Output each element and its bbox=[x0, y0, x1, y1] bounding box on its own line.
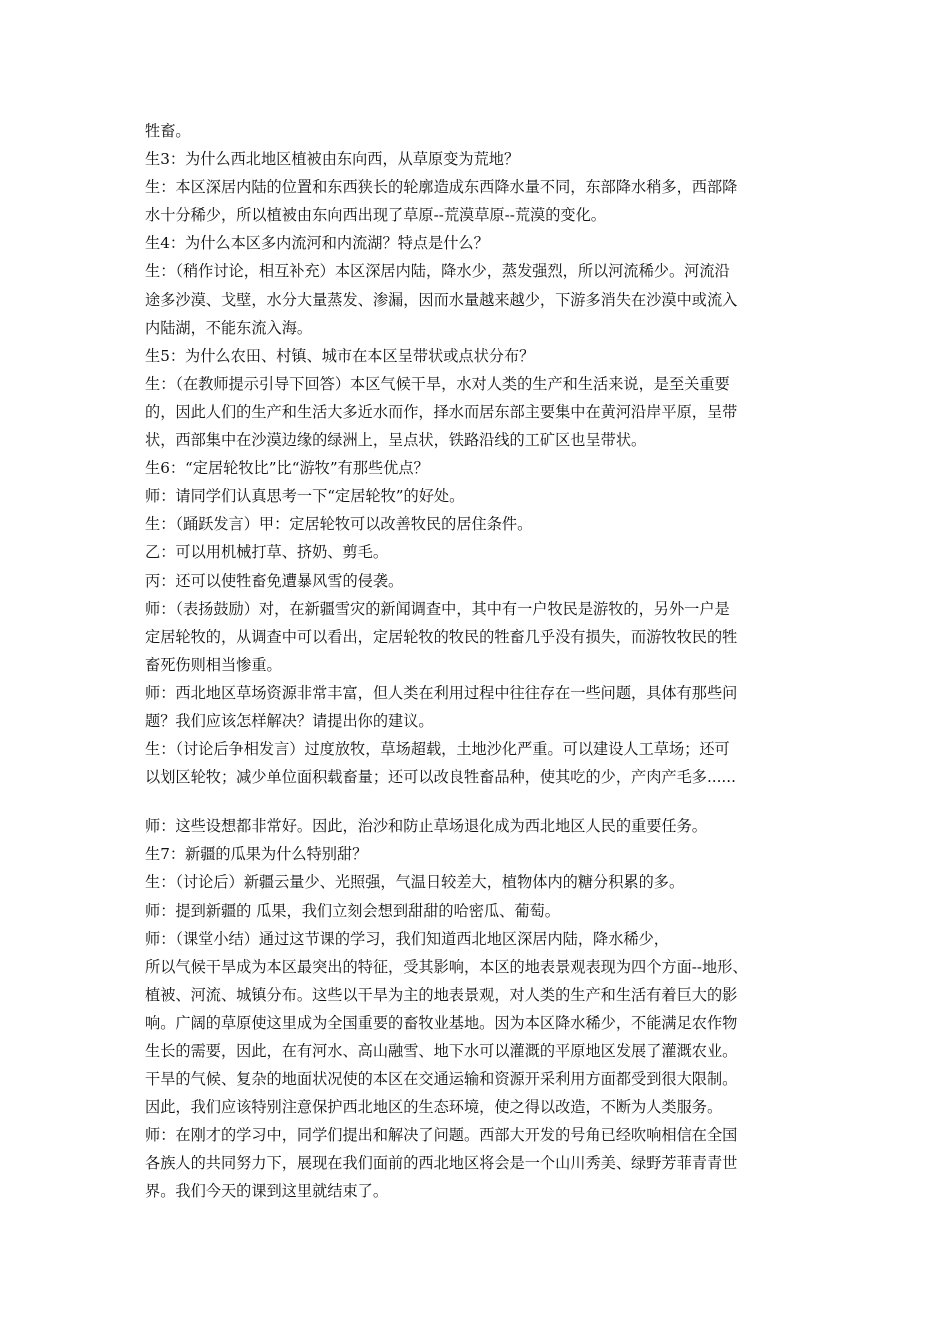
text-line: 内陆湖，不能东流入海。 bbox=[145, 318, 313, 337]
text-line: 各族人的共同努力下，展现在我们面前的西北地区将会是一个山川秀美、绿野芳菲青青世 bbox=[145, 1154, 738, 1173]
text-line: 生：（在教师提示引导下回答）本区气候干旱，水对人类的生产和生活来说，是至关重要 bbox=[145, 374, 730, 393]
document-body-lower bbox=[145, 812, 825, 1205]
text-line: 师：这些设想都非常好。因此，治沙和防止草场退化成为西北地区人民的重要任务。 bbox=[145, 817, 707, 836]
text-line: 题？我们应该怎样解决？请提出你的建议。 bbox=[145, 711, 434, 730]
text-line: 生：（稍作讨论，相互补充）本区深居内陆，降水少，蒸发强烈，所以河流稀少。河流沿 bbox=[145, 262, 730, 281]
text-line: 生：（踊跃发言）甲：定居轮牧可以改善牧民的居住条件。 bbox=[145, 515, 533, 534]
text-line: 生4：为什么本区多内流河和内流湖？特点是什么？ bbox=[145, 234, 489, 253]
document-body-upper bbox=[145, 117, 825, 791]
text-line: 响。广阔的草原使这里成为全国重要的畜牧业基地。因为本区降水稀少，不能满足农作物 bbox=[145, 1013, 738, 1032]
text-line: 牲畜。 bbox=[145, 122, 191, 140]
text-line: 生3：为什么西北地区植被由东向西，从草原变为荒地？ bbox=[145, 150, 520, 169]
text-line: 生：（讨论后）新疆云量少、光照强，气温日较差大，植物体内的糖分积累的多。 bbox=[145, 873, 685, 892]
text-line: 定居轮牧的，从调查中可以看出，定居轮牧的牧民的牲畜几乎没有损失，而游牧牧民的牲 bbox=[145, 627, 738, 646]
text-line: 师：在刚才的学习中，同学们提出和解决了问题。西部大开发的号角已经吹响相信在全国 bbox=[145, 1126, 738, 1145]
text-line: 状，西部集中在沙漠边缘的绿洲上，呈点状，铁路沿线的工矿区也呈带状。 bbox=[145, 431, 647, 450]
text-line: 师：提到新疆的 瓜果，我们立刻会想到甜甜的哈密瓜、葡萄。 bbox=[145, 901, 560, 920]
text-line: 师：（课堂小结）通过这节课的学习，我们知道西北地区深居内陆，降水稀少， bbox=[145, 929, 669, 948]
paragraph-gap bbox=[145, 791, 825, 812]
text-line: 所以气候干旱成为本区最突出的特征，受其影响，本区的地表景观表现为四个方面--地形、 bbox=[145, 957, 748, 976]
text-line: 干旱的气候、复杂的地面状况使的本区在交通运输和资源开采利用方面都受到很大限制。 bbox=[145, 1070, 738, 1089]
text-line: 师：请同学们认真思考一下“定居轮牧”的好处。 bbox=[145, 487, 465, 506]
text-line: 师：（表扬鼓励）对，在新疆雪灾的新闻调查中，其中有一户牧民是游牧的，另外一户是 bbox=[145, 599, 730, 618]
text-line: 畜死伤则相当惨重。 bbox=[145, 655, 282, 674]
text-line: 水十分稀少，所以植被由东向西出现了草原--荒漠草原--荒漠的变化。 bbox=[145, 206, 606, 225]
text-line: 植被、河流、城镇分布。这些以干旱为主的地表景观，对人类的生产和生活有着巨大的影 bbox=[145, 985, 738, 1004]
text-line: 以划区轮牧；减少单位面积载畜量；还可以改良牲畜品种，使其吃的少，产肉产毛多...... bbox=[145, 768, 736, 787]
text-line: 界。我们今天的课到这里就结束了。 bbox=[145, 1182, 388, 1201]
text-line: 丙：还可以使牲畜免遭暴风雪的侵袭。 bbox=[145, 571, 404, 590]
text-line: 生：（讨论后争相发言）过度放牧，草场超载，土地沙化严重。可以建设人工草场；还可 bbox=[145, 740, 730, 759]
text-line: 生5：为什么农田、村镇、城市在本区呈带状或点状分布？ bbox=[145, 346, 535, 365]
text-line: 因此，我们应该特别注意保护西北地区的生态环境，使之得以改造，不断为人类服务。 bbox=[145, 1098, 723, 1117]
document-page bbox=[145, 117, 825, 1206]
text-line: 生6：“定居轮牧比”比“游牧”有那些优点？ bbox=[145, 459, 429, 478]
text-line: 生7：新疆的瓜果为什么特别甜？ bbox=[145, 845, 368, 864]
text-line: 师：西北地区草场资源非常丰富，但人类在利用过程中往往存在一些问题，具体有那些问 bbox=[145, 683, 738, 702]
text-line: 乙：可以用机械打草、挤奶、剪毛。 bbox=[145, 543, 388, 562]
text-line: 途多沙漠、戈壁，水分大量蒸发、渗漏，因而水量越来越少，下游多消失在沙漠中或流入 bbox=[145, 290, 738, 309]
text-line: 生：本区深居内陆的位置和东西狭长的轮廓造成东西降水量不同，东部降水稍多，西部降 bbox=[145, 178, 738, 197]
text-line: 的，因此人们的生产和生活大多近水而作，择水而居东部主要集中在黄河沿岸平原，呈带 bbox=[145, 402, 738, 421]
text-line: 生长的需要，因此，在有河水、高山融雪、地下水可以灌溉的平原地区发展了灌溉农业。 bbox=[145, 1042, 738, 1060]
